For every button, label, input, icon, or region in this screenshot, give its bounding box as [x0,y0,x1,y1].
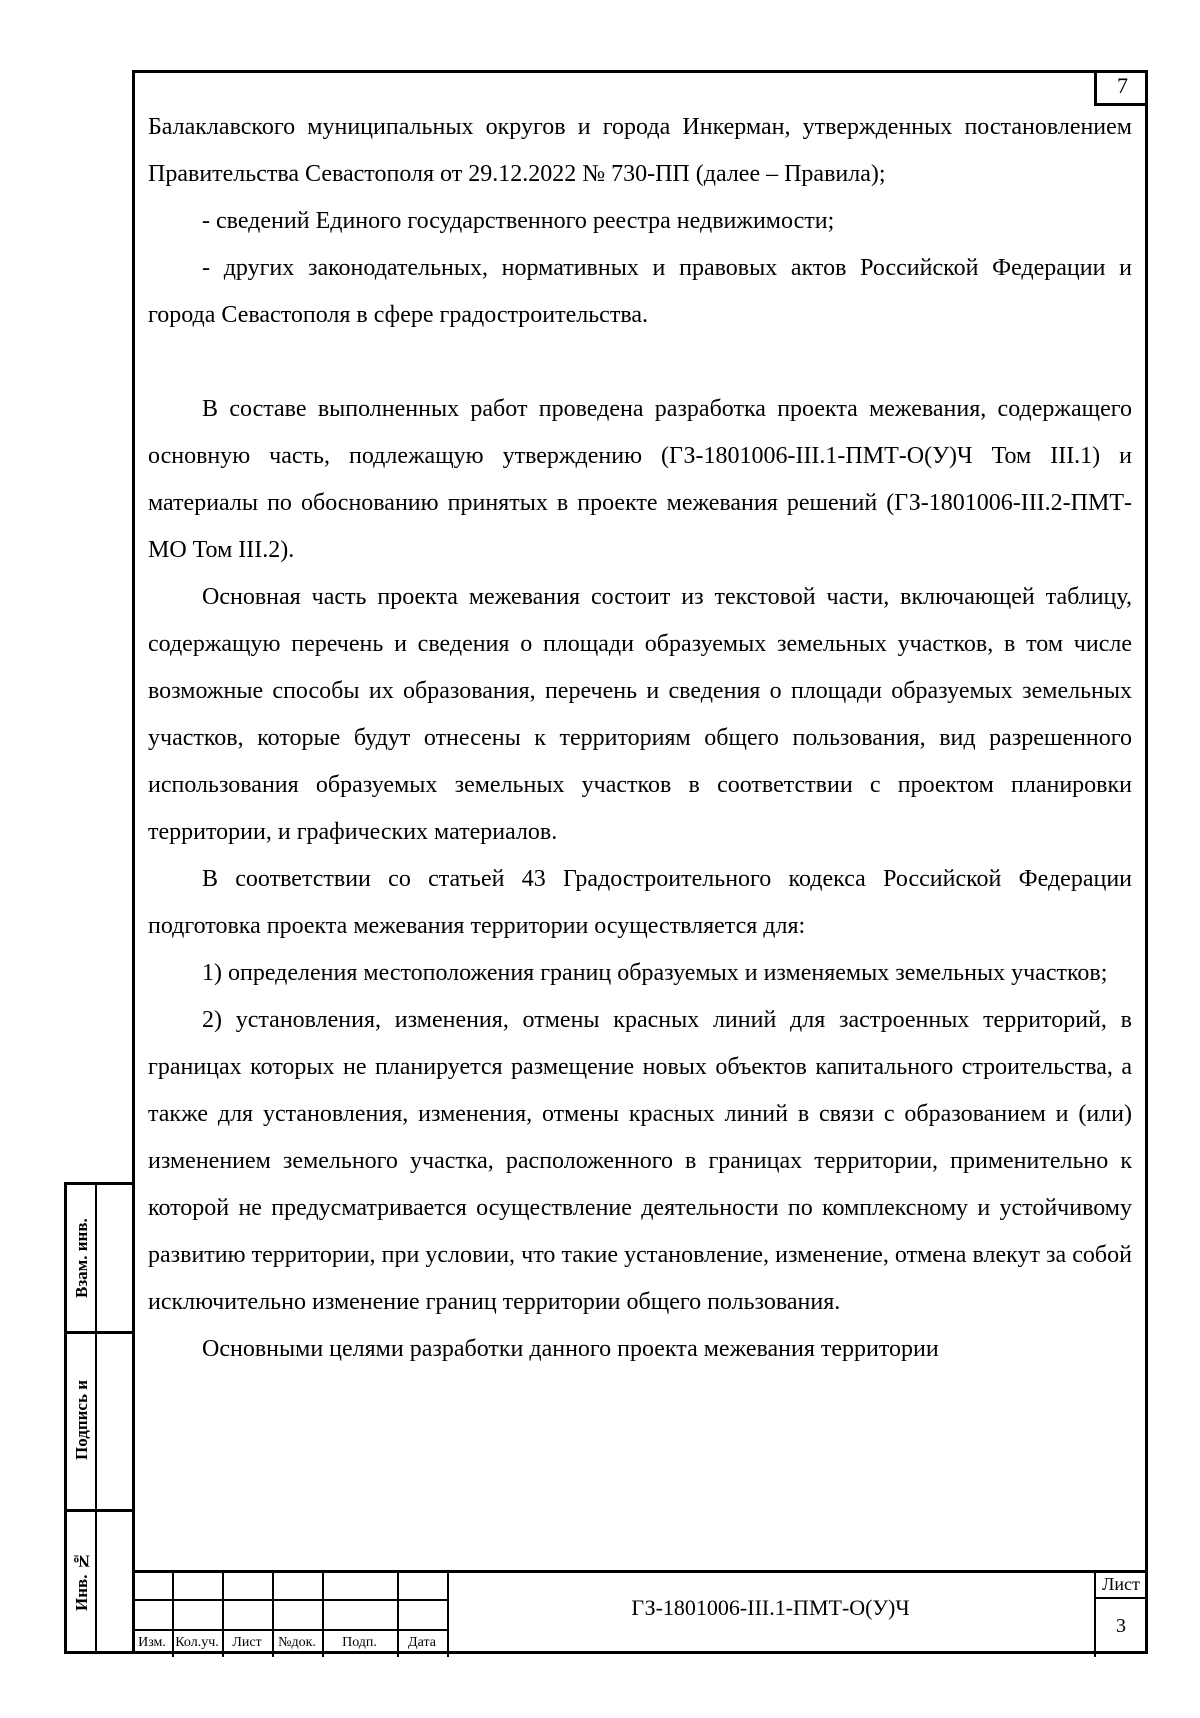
stamp-vzam-inv-label: Взам. инв. [72,1218,91,1298]
sheet-number: 3 [1116,1615,1126,1637]
sheet-label: Лист [1102,1574,1140,1594]
paragraph: Основная часть проекта межевания состоит из текстовой части, включающей таблицу, содержащую перечень и сведения о площади образуемых земельных участков, в том числе возможные способы их образования, перечень и сведения о площади образуемых земельных участков, которые будут отнесены к территориям общего пользования, вид разрешенного использования образуемых земельных участков в соответствии с проектом планировки территории, и графических материалов. [148,584,1132,845]
header-podp: Подп. [342,1635,377,1650]
title-block-row-line [132,1629,447,1631]
document-body [148,104,1132,1373]
document-code: ГЗ-1801006-III.1-ПМТ-О(У)Ч [631,1595,910,1620]
paragraph: 1) определения местоположения границ образуемых и изменяемых земельных участков; [202,960,1108,986]
stamp-divider [95,1185,97,1651]
paragraph-gap [148,339,1132,386]
header-izm: Изм. [138,1635,166,1650]
paragraph: - других законодательных, нормативных и правовых актов Российской Федерации и города Севастополя в сфере градостроительства. [148,255,1132,328]
paragraph: Балаклавского муниципальных округов и города Инкерман, утвержденных постановлением Правительства Севастополя от 29.12.2022 № 730-ПП (далее – Правила); [148,114,1132,187]
paragraph: Основными целями разработки данного проекта межевания территории [202,1336,939,1362]
title-block [132,1570,1148,1657]
stamp-inv-no-label: Инв. № [72,1551,91,1612]
paragraph: - сведений Единого государственного реестра недвижимости; [202,208,835,234]
paragraph: В составе выполненных работ проведена разработка проекта межевания, содержащего основную часть, подлежащую утверждению (ГЗ-1801006-III.1-ПМТ-О(У)Ч Том III.1) и материалы по обоснованию принятых в проекте межевания решений (ГЗ-1801006-III.2-ПМТ-МО Том III.2). [148,396,1132,563]
header-kol-uch: Кол.уч. [175,1635,219,1650]
header-data: Дата [408,1635,436,1650]
paragraph: 2) установления, изменения, отмены красных линий для застроенных территорий, в границах которых не планируется размещение новых объектов капитального строительства, а также для установления, изменения, отмены красных линий в связи с образованием и (или) изменением земельного участка, расположенного в границах территории, применительно к которой не предусматривается осуществление деятельности по комплексному и устойчивому развитию территории, при условии, что такие установление, изменение, отмена влекут за собой исключительно изменение границ территории общего пользования. [148,1007,1132,1315]
paragraph: В соответствии со статьей 43 Градостроительного кодекса Российской Федерации подготовка проекта межевания территории осуществляется для: [148,866,1132,939]
header-no-dok: №док. [278,1635,316,1650]
margin-stamp [64,1182,132,1654]
stamp-podpis-label: Подпись и [72,1380,91,1461]
title-block-row-line [1094,1597,1148,1599]
page-number: 7 [1094,70,1148,106]
header-list: Лист [232,1635,262,1650]
title-block-row-line [132,1599,447,1601]
